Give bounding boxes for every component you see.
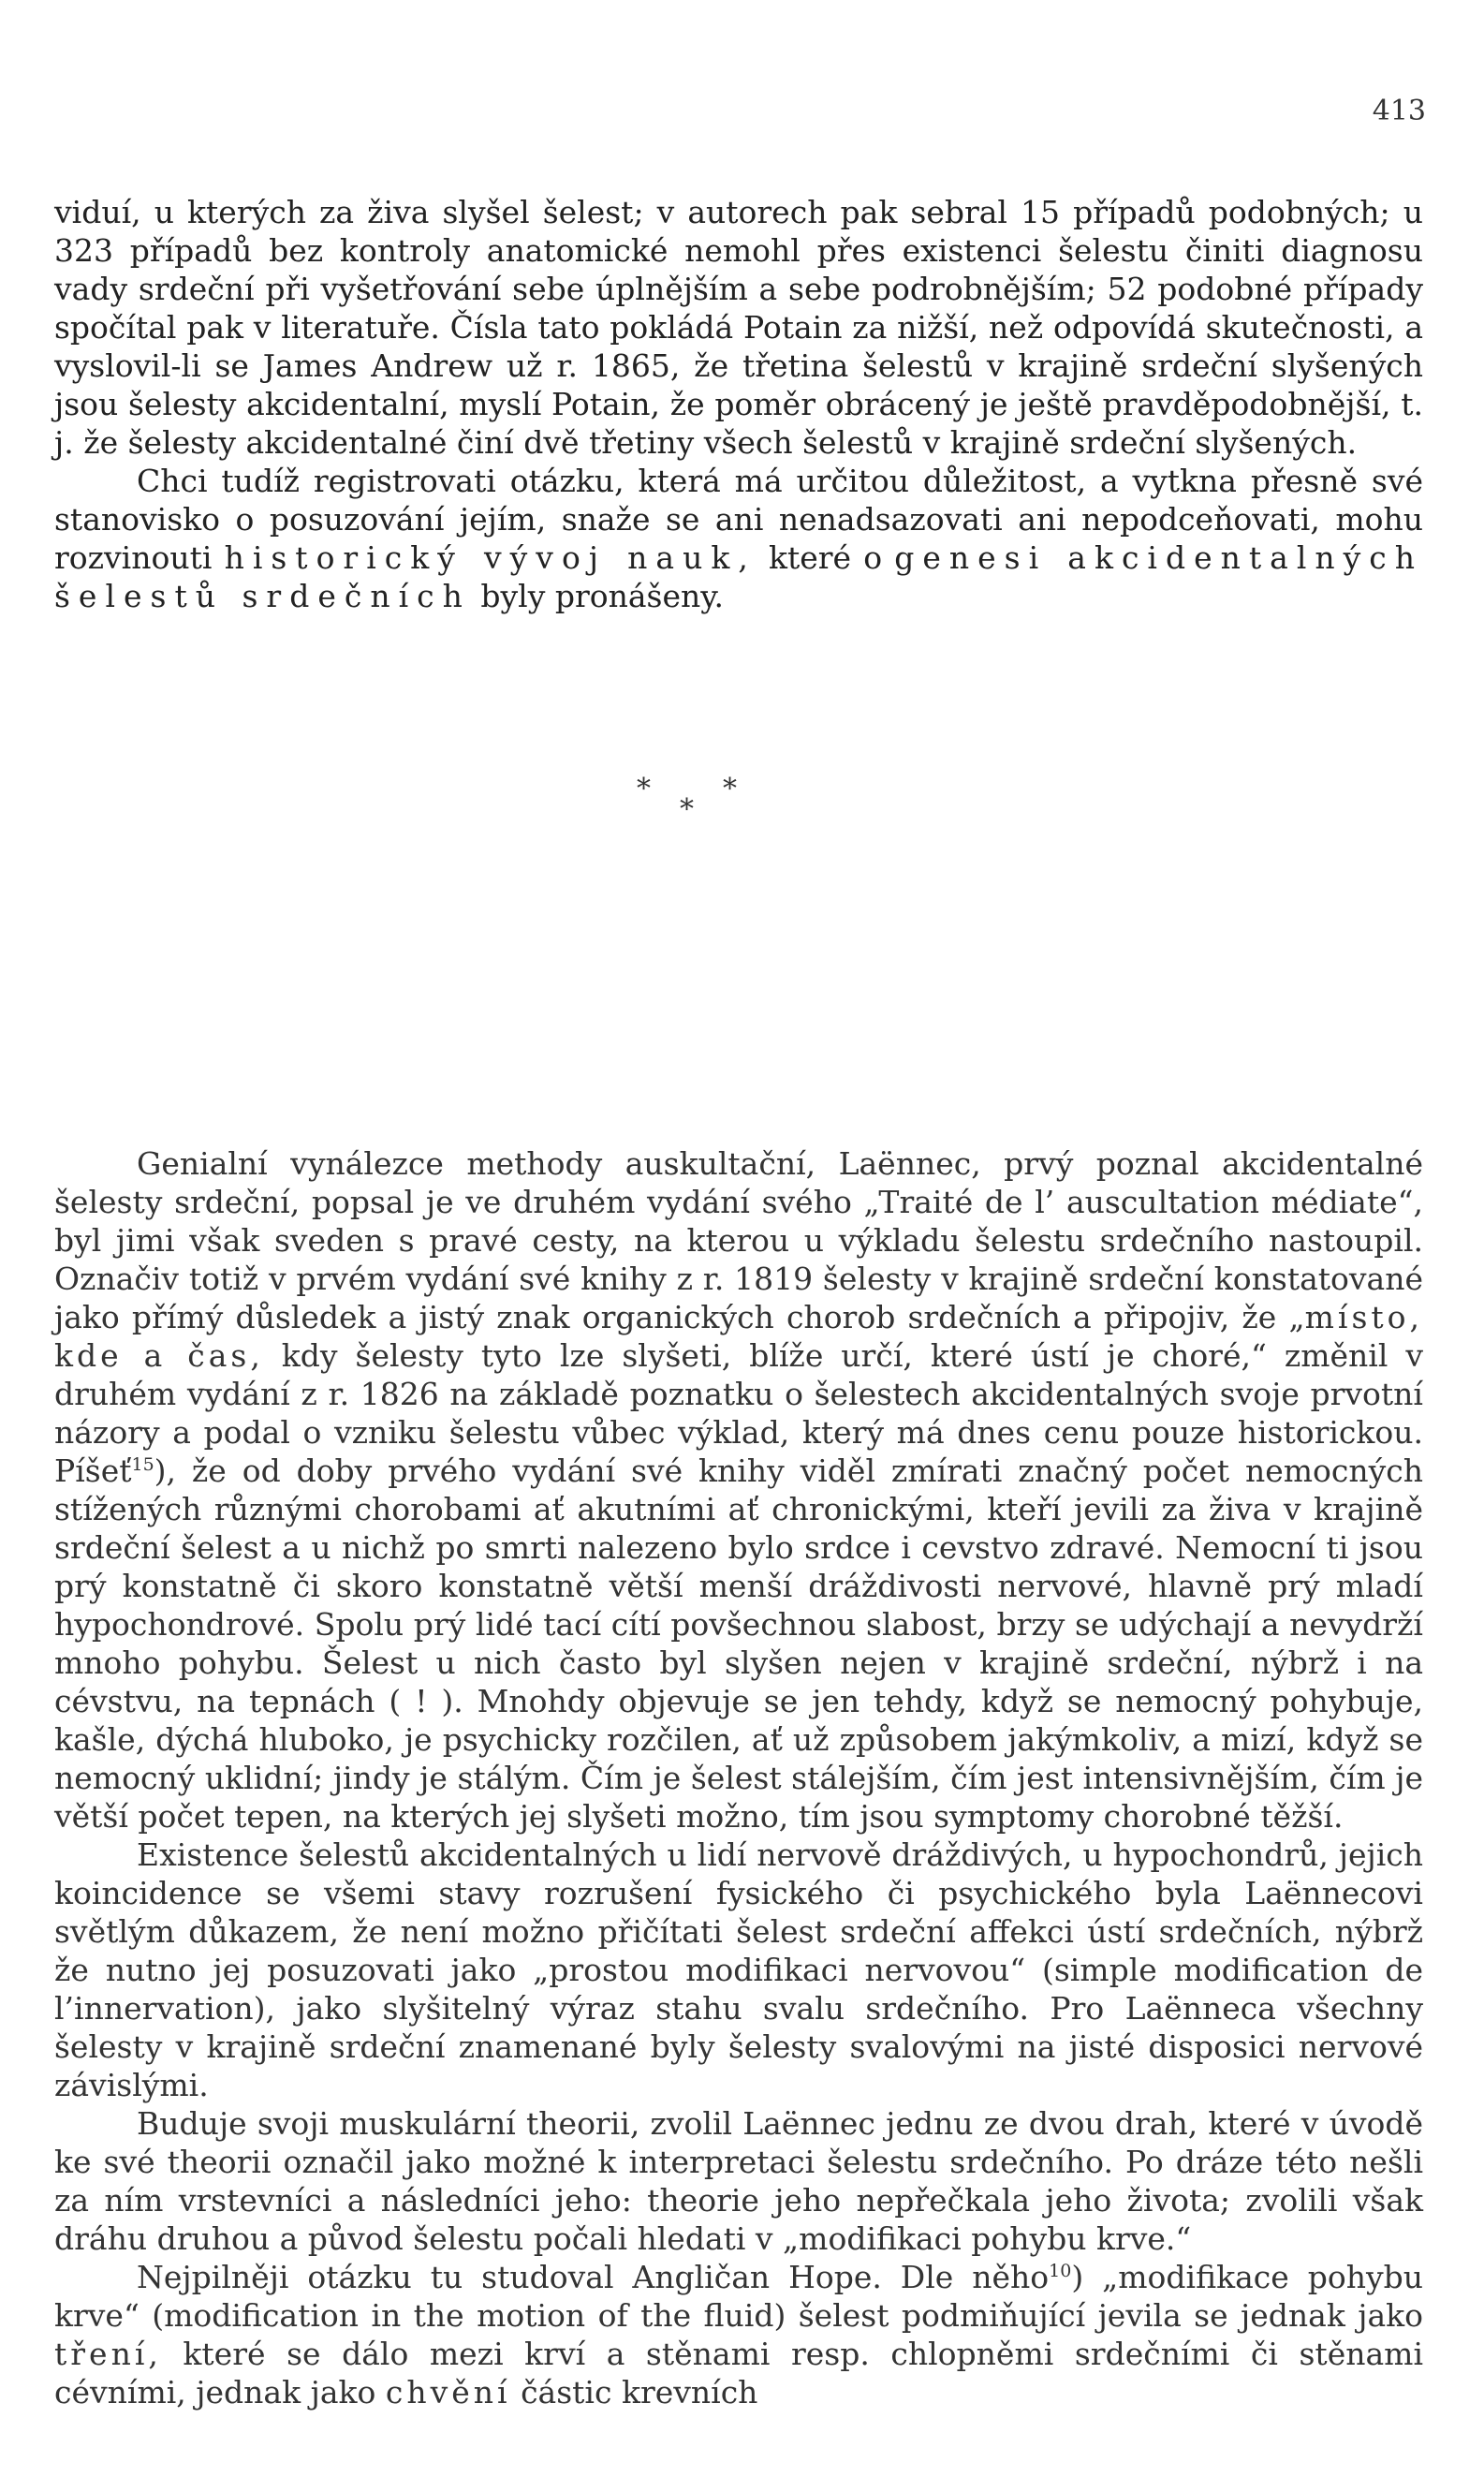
paragraph-4: Existence šelestů akcidentalných u lidí nervově dráždivých, u hypochondrů, jejich koincidence se všemi stavy rozrušení fysického či psychického byla Laënnecovi světlým důkazem, že není možno přičítati šelest srdeční affekci ústí srdečních, nýbrž že nutno jej posuzovati jako „prostou modifikaci nervovou“ (simple modification de l’innervation), jako slyšitelný výraz stahu svalu srdečního. Pro Laënneca všechny šelesty v krajině srdeční znamenané byly šelesty svalovými na jisté disposici nervové závislými. <box>54 1836 1423 2103</box>
asterisk-separator-1: * <box>637 773 651 805</box>
footnote-ref-15: 15 <box>131 1454 154 1475</box>
spaced-emphasis-misto: místo, kde a čas, <box>54 1299 1423 1374</box>
paragraph-3-part-c: ), že od doby prvého vydání své knihy viděl zmírati značný počet nemocných stížených různými chorobami ať akutními ať chronickými, kteří jevili za živa v krajině srdeční šelest a u nichž po smrti nalezeno bylo srdce i cevstvo zdravé. Nemocní ti jsou prý konstatně či skoro konstatně větší menší dráždivosti nervové, hlavně prý mladí hypochondrové. Spolu prý lidé tací cítí povšechnou slabost, brzy se udýchají a nevydrží mnoho pohybu. Šelest u nich často byl slyšen nejen v krajině srdeční, nýbrž i na cévstvu, na tepnách ( ! ). Mnohdy objevuje se jen tehdy, když se nemocný pohybuje, kašle, dýchá hluboko, je psychicky rozčilen, ať už způsobem jakýmkoliv, a mizí, když se nemocný uklidní; jindy je stálým. Čím je šelest stálejším, čím jest intensivnějším, čím je větší počet tepen, na kterých jej slyšeti možno, tím jsou symptomy chorobné těžší. <box>54 1452 1423 1835</box>
paragraph-2-mid: které o <box>768 539 883 576</box>
spaced-emphasis-treni: tření, <box>54 2336 162 2372</box>
section-separator <box>618 773 861 829</box>
spaced-emphasis-chveni: chvění <box>385 2374 511 2411</box>
paragraph-6-part-b: ) „modifikace pohybu krve“ (modification in the motion of the fluid) šelest podmiňující jevila se jednak jako <box>54 2259 1423 2334</box>
paragraph-6-part-c: které se dálo mezi krví a stěnami resp. chlopněmi srdečními či stěnami cévními, jednak jako <box>54 2336 1423 2411</box>
paragraph-6 <box>54 2258 1423 2411</box>
paragraph-1: viduí, u kterých za živa slyšel šelest; v autorech pak sebral 15 případů podobných; u 323 případů bez kontroly anatomické nemohl přes existenci šelestu činiti diagnosu vady srdeční při vyšetřování sebe úplnějším a sebe podrobnějším; 52 podobné případy spočítal pak v literatuře. Čísla tato pokládá Potain za nižší, než odpovídá skutečnosti, a vyslovil-li se James Andrew už r. 1865, že třetina šelestů v krajině srdeční slyšených jsou šelesty akcidentalní, myslí Potain, že poměr obrácený je ještě pravděpodobnější, t. j. že šelesty akcidentalné činí dvě třetiny všech šelestů v krajině srdeční slyšených. <box>54 194 1423 461</box>
footnote-ref-10: 10 <box>1049 2261 1072 2281</box>
paragraph-2-start: Chci tudíž registrovati otázku, která má určitou důležitost, a vytkna přesně své stanovisko o posuzování jejím, snaže se ani nenadsazovati ani nepodceňovati, mohu rozvinouti <box>54 463 1423 576</box>
paragraph-2 <box>54 462 1423 615</box>
asterisk-separator-2: * <box>723 773 737 805</box>
spaced-emphasis-genesi: genesi akcidentalných šelestů srdečních <box>54 539 1424 614</box>
paragraph-3 <box>54 1144 1423 1836</box>
spaced-emphasis-historicky-vyvoj: historický vývoj nauk, <box>224 539 757 576</box>
paragraph-5: Buduje svoji muskulární theorii, zvolil Laënnec jednu ze dvou drah, které v úvodě ke své theorii označil jako možné k interpretaci šelestu srdečního. Po dráze této nešli za ním vrstevníci a následníci jeho: theorie jeho nepřečkala jeho života; zvolili však dráhu druhou a původ šelestu počali hledati v „modifikaci pohybu krve.“ <box>54 2105 1423 2257</box>
paragraph-3-part-a: Genialní vynálezce methody auskultační, Laënnec, prvý poznal akcidentalné šelesty srdeční, popsal je ve druhém vydání svého „Traité de l’ auscultation médiate“, byl jimi však sveden s pravé cesty, na kterou u výkladu šelestu srdečního nastoupil. Označiv totiž v prvém vydání své knihy z r. 1819 šelesty v krajině srdeční konstatované jako přímý důsledek a jistý znak organických chorob srdečních a připojiv, že „ <box>54 1145 1423 1335</box>
paragraph-3-part-b: kdy šelesty tyto lze slyšeti, blíže určí, které ústí je choré,“ změnil v druhém vydání z r. 1826 na základě poznatku o šelestech akcidentalných svoje prvotní názory a podal o vzniku šelestu vůbec výklad, který má dnes cenu pouze historickou. Píšeť <box>54 1337 1423 1489</box>
asterisk-separator-3: * <box>680 793 694 826</box>
text-section-top <box>54 193 1423 615</box>
page-number: 413 <box>1372 95 1426 127</box>
paragraph-6-part-d: částic krevních <box>510 2374 758 2411</box>
paragraph-2-end: byly pronášeny. <box>480 578 725 614</box>
text-section-bottom <box>54 1144 1423 2411</box>
paragraph-6-part-a: Nejpilněji otázku tu studoval Angličan Hope. Dle něho <box>137 2259 1050 2295</box>
